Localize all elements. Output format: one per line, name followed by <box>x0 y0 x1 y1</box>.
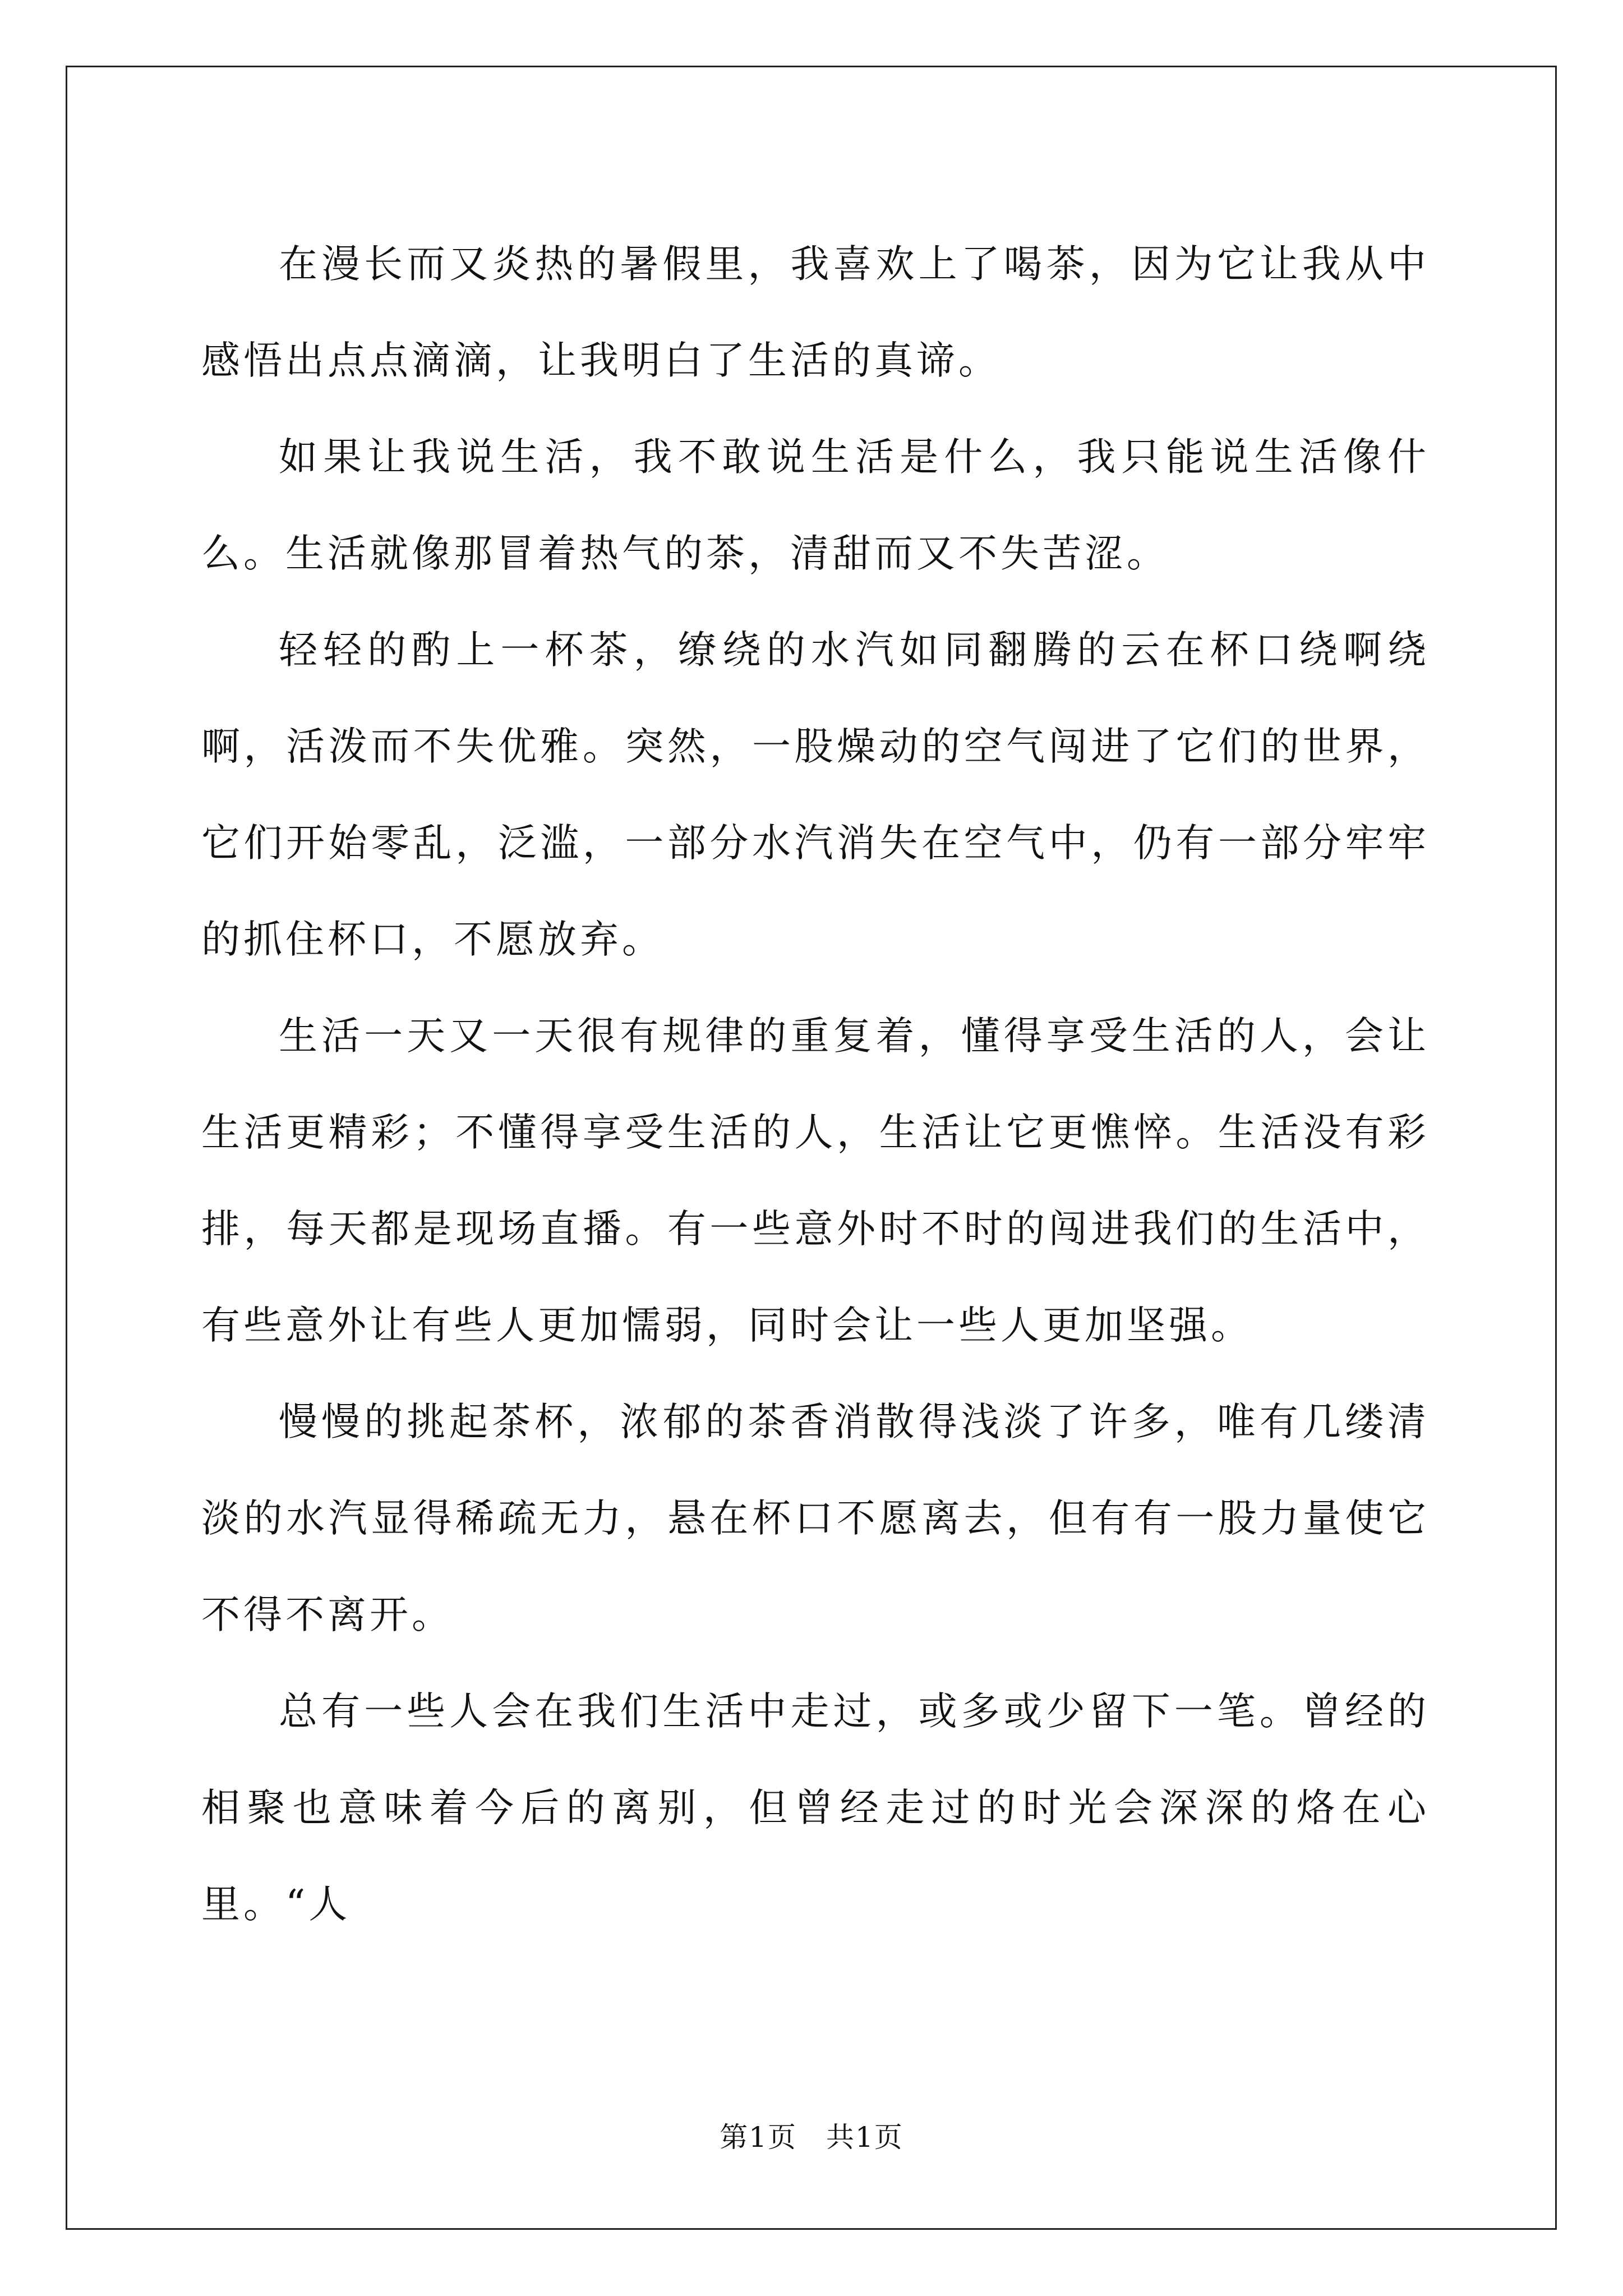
paragraph-1: 在漫长而又炎热的暑假里，我喜欢上了喝茶，因为它让我从中感悟出点点滴滴，让我明白了生活的真谛。 <box>201 242 1430 383</box>
paragraph-3: 轻轻的酌上一杯茶，缭绕的水汽如同翻腾的云在杯口绕啊绕啊，活泼而不失优雅。突然，一股燥动的空气闯进了它们的世界，它们开始零乱，泛滥，一部分水汽消失在空气中，仍有一部分牢牢的抓住杯口，不愿放弃。 <box>201 628 1430 962</box>
paragraph-6: 总有一些人会在我们生活中走过，或多或少留下一笔。曾经的相聚也意味着今后的离别，但曾经走过的时光会深深的烙在心里。“人 <box>201 1689 1430 1927</box>
paragraph-5: 慢慢的挑起茶杯，浓郁的茶香消散得浅淡了许多，唯有几缕清淡的水汽显得稀疏无力，悬在杯口不愿离去，但有有一股力量使它不得不离开。 <box>201 1400 1430 1637</box>
paragraph-4: 生活一天又一天很有规律的重复着，懂得享受生活的人，会让生活更精彩；不懂得享受生活的人，生活让它更憔悴。生活没有彩排，每天都是现场直播。有一些意外时不时的闯进我们的生活中，有些意外让有些人更加懦弱，同时会让一些人更加坚强。 <box>201 1014 1430 1348</box>
document-body <box>201 216 1430 1953</box>
page-footer: 第1页 共1页 <box>720 2121 903 2154</box>
paragraph-2: 如果让我说生活，我不敢说生活是什么，我只能说生活像什么。生活就像那冒着热气的茶，清甜而又不失苦涩。 <box>201 435 1430 576</box>
